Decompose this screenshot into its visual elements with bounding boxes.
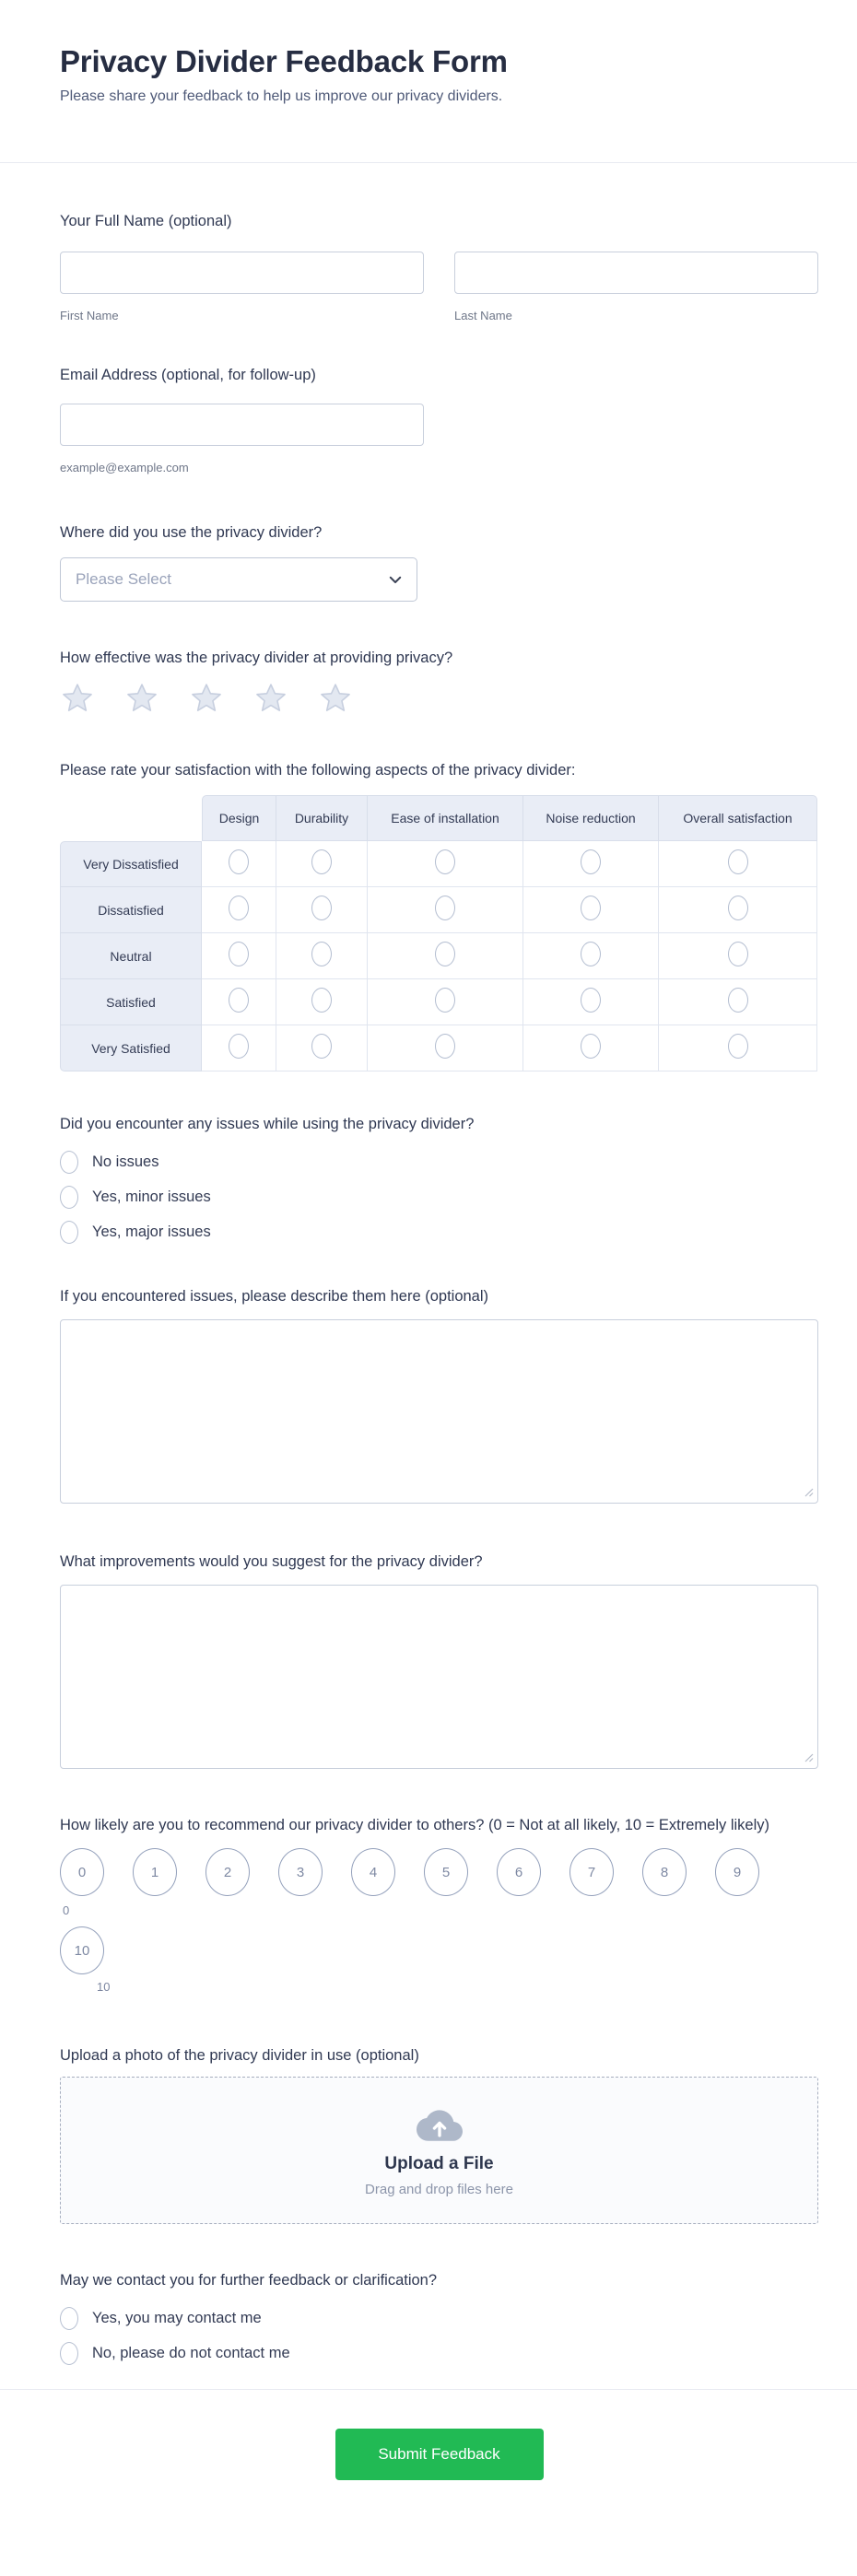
matrix-row (60, 979, 817, 1025)
matrix-row-header: Satisfied (60, 979, 202, 1025)
question-label: Where did you use the privacy divider? (60, 524, 323, 541)
question-recommend (60, 1815, 818, 1994)
location-select[interactable] (60, 557, 417, 602)
matrix-radio[interactable] (229, 896, 249, 920)
radio-option-label: No, please do not contact me (92, 2345, 290, 2361)
question-label: May we contact you for further feedback or clarification? (60, 2272, 438, 2289)
upload-button-label: Upload a File (384, 2153, 494, 2173)
scale-option[interactable]: 5 (424, 1848, 468, 1896)
radio-option-label: Yes, minor issues (92, 1188, 211, 1205)
question-label: Email Address (optional, for follow-up) (60, 367, 316, 383)
question-label: How likely are you to recommend our privacy divider to others? (0 = Not at all likely, 10 = Extremely likely) (60, 1817, 769, 1833)
matrix-radio[interactable] (311, 896, 332, 920)
question-label: Your Full Name (optional) (60, 213, 232, 229)
scale-option[interactable]: 0 (60, 1848, 104, 1896)
radio-option-label: Yes, you may contact me (92, 2310, 262, 2326)
star-icon[interactable] (253, 681, 288, 716)
select-placeholder: Please Select (76, 570, 171, 588)
matrix-radio[interactable] (728, 896, 748, 920)
scale-option[interactable]: 4 (351, 1848, 395, 1896)
submit-button[interactable]: Submit Feedback (335, 2429, 544, 2480)
question-label: Please rate your satisfaction with the following aspects of the privacy divider: (60, 762, 576, 779)
improvements-textarea[interactable] (60, 1585, 818, 1769)
matrix-radio[interactable] (311, 849, 332, 874)
scale-option[interactable]: 6 (497, 1848, 541, 1896)
upload-hint: Drag and drop files here (365, 2181, 513, 2197)
email-input[interactable] (60, 404, 424, 446)
page-subtitle: Please share your feedback to help us improve our privacy dividers. (60, 88, 503, 104)
first-name-sublabel: First Name (60, 309, 119, 322)
page-title: Privacy Divider Feedback Form (60, 44, 508, 78)
question-full-name (60, 211, 818, 322)
question-location (60, 522, 818, 602)
matrix-column-header: Overall satisfaction (659, 795, 817, 841)
scale-option[interactable]: 2 (205, 1848, 250, 1896)
radio-option[interactable] (60, 2342, 818, 2365)
matrix-column-header: Ease of installation (368, 795, 523, 841)
matrix-row-header: Dissatisfied (60, 887, 202, 933)
question-email (60, 365, 818, 474)
matrix-row (60, 841, 817, 887)
matrix-radio[interactable] (581, 942, 601, 966)
scale-option[interactable]: 1 (133, 1848, 177, 1896)
scale-max-label: 10 (97, 1980, 111, 1994)
scale-rating-row (60, 1926, 818, 1974)
star-icon[interactable] (60, 681, 95, 716)
matrix-radio[interactable] (435, 988, 455, 1013)
matrix-column-header: Durability (276, 795, 368, 841)
matrix-radio[interactable] (728, 942, 748, 966)
matrix-radio[interactable] (728, 849, 748, 874)
scale-min-label: 0 (63, 1903, 70, 1917)
footer-divider (0, 2389, 857, 2390)
first-name-input[interactable] (60, 252, 424, 294)
email-sublabel: example@example.com (60, 461, 189, 474)
radio-option[interactable] (60, 1221, 818, 1244)
radio-icon[interactable] (60, 2307, 78, 2330)
matrix-radio[interactable] (581, 988, 601, 1013)
matrix-radio[interactable] (229, 1034, 249, 1059)
satisfaction-matrix (60, 795, 817, 1071)
radio-icon[interactable] (60, 1221, 78, 1244)
resize-handle-icon[interactable] (804, 1488, 814, 1497)
matrix-radio[interactable] (229, 942, 249, 966)
question-label: What improvements would you suggest for the privacy divider? (60, 1553, 483, 1570)
resize-handle-icon[interactable] (804, 1753, 814, 1762)
matrix-radio[interactable] (311, 1034, 332, 1059)
scale-option[interactable]: 7 (569, 1848, 614, 1896)
matrix-row-header: Very Satisfied (60, 1025, 202, 1071)
file-upload-dropzone[interactable] (60, 2077, 818, 2224)
question-label: Did you encounter any issues while using the privacy divider? (60, 1116, 475, 1132)
matrix-radio[interactable] (728, 988, 748, 1013)
matrix-row (60, 887, 817, 933)
matrix-radio[interactable] (581, 896, 601, 920)
issues-detail-textarea[interactable] (60, 1319, 818, 1504)
matrix-row-header: Very Dissatisfied (60, 841, 202, 887)
form-header (0, 0, 857, 163)
matrix-radio[interactable] (435, 896, 455, 920)
question-label: Upload a photo of the privacy divider in use (optional) (60, 2047, 419, 2064)
scale-option[interactable]: 3 (278, 1848, 323, 1896)
radio-option[interactable] (60, 1151, 818, 1174)
star-icon[interactable] (124, 681, 159, 716)
matrix-radio[interactable] (435, 849, 455, 874)
matrix-row-header: Neutral (60, 933, 202, 979)
radio-icon[interactable] (60, 1186, 78, 1209)
matrix-radio[interactable] (581, 1034, 601, 1059)
radio-option-label: Yes, major issues (92, 1224, 211, 1240)
radio-option-label: No issues (92, 1153, 159, 1170)
matrix-radio[interactable] (581, 849, 601, 874)
scale-rating-row (60, 1848, 818, 1896)
radio-icon[interactable] (60, 1151, 78, 1174)
radio-option[interactable] (60, 1186, 818, 1209)
question-satisfaction-matrix (60, 760, 818, 1071)
matrix-radio[interactable] (229, 988, 249, 1013)
matrix-radio[interactable] (311, 988, 332, 1013)
matrix-column-header: Design (202, 795, 276, 841)
scale-option[interactable]: 10 (60, 1926, 104, 1974)
question-issues-detail (60, 1286, 818, 1504)
star-icon[interactable] (318, 681, 353, 716)
star-icon[interactable] (189, 681, 224, 716)
scale-option[interactable]: 8 (642, 1848, 687, 1896)
last-name-input[interactable] (454, 252, 818, 294)
scale-option[interactable]: 9 (715, 1848, 759, 1896)
matrix-radio[interactable] (728, 1034, 748, 1059)
matrix-radio[interactable] (229, 849, 249, 874)
form-body (60, 211, 818, 2365)
question-contact (60, 2270, 818, 2365)
matrix-column-header: Noise reduction (523, 795, 659, 841)
radio-option[interactable] (60, 2307, 818, 2330)
chevron-down-icon (387, 571, 404, 588)
question-label: How effective was the privacy divider at providing privacy? (60, 650, 453, 666)
question-upload (60, 2045, 818, 2224)
question-improvements (60, 1551, 818, 1769)
question-issues (60, 1114, 818, 1244)
star-rating (60, 681, 818, 716)
question-effectiveness (60, 648, 818, 716)
matrix-corner-cell (60, 795, 202, 841)
matrix-row (60, 933, 817, 979)
question-label: If you encountered issues, please describe them here (optional) (60, 1288, 489, 1305)
radio-icon[interactable] (60, 2342, 78, 2365)
matrix-row (60, 1025, 817, 1071)
matrix-radio[interactable] (435, 1034, 455, 1059)
last-name-sublabel: Last Name (454, 309, 512, 322)
matrix-radio[interactable] (311, 942, 332, 966)
cloud-upload-icon (417, 2104, 463, 2143)
matrix-radio[interactable] (435, 942, 455, 966)
